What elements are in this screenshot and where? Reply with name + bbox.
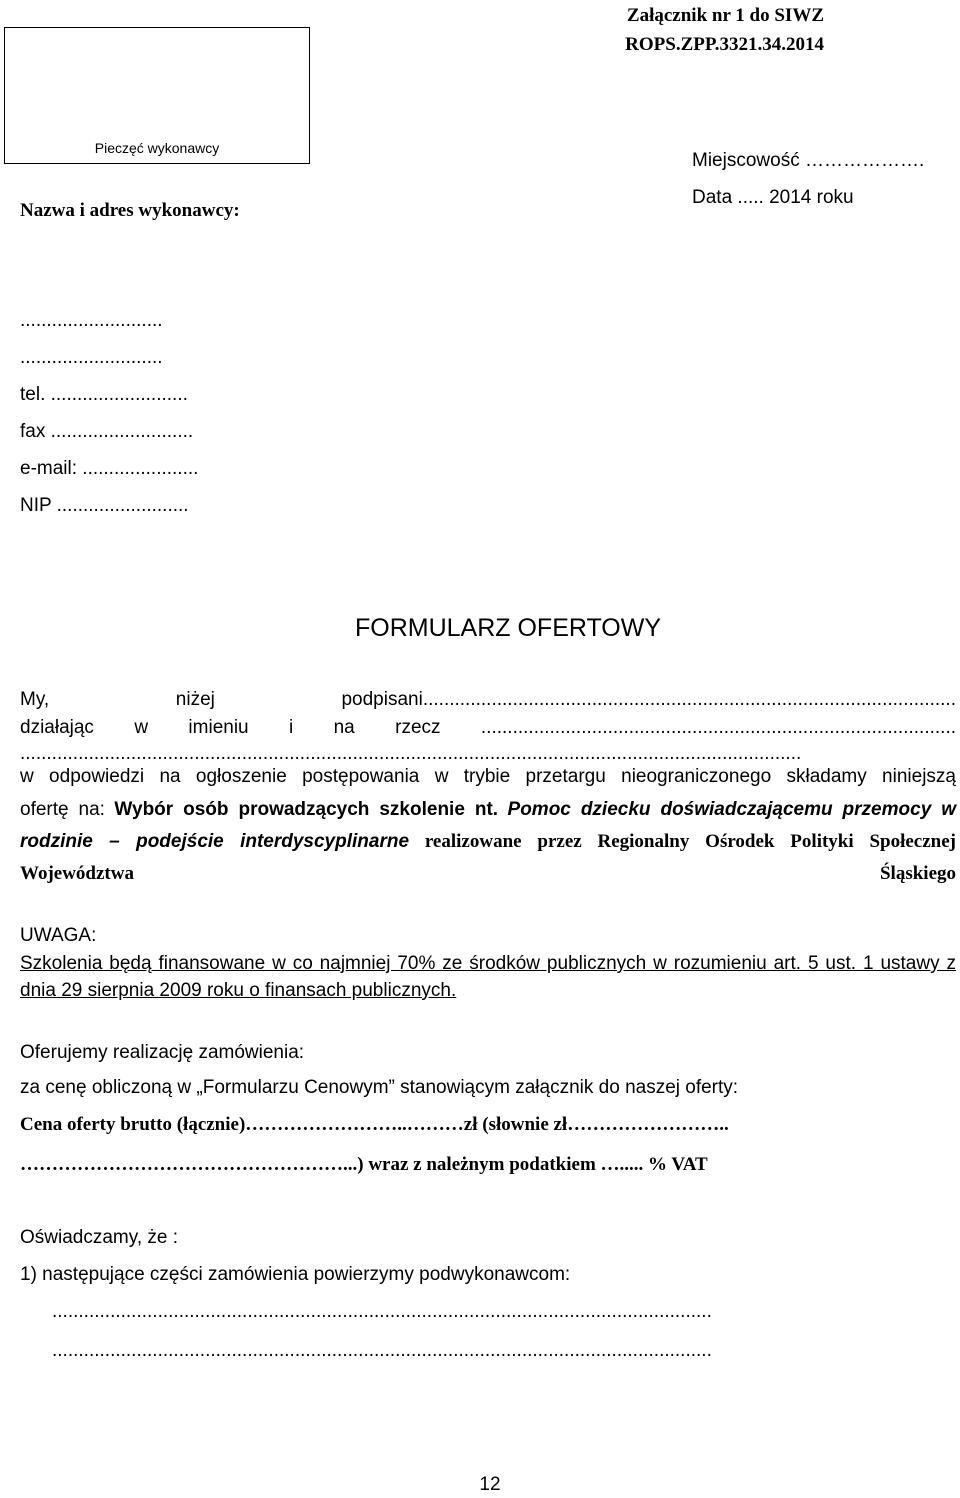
price-line-2: ……………………………………………...) wraz z należnym podatkiem …..... % VAT <box>20 1154 708 1175</box>
contractor-lines <box>20 302 198 524</box>
contractor-line: ........................... <box>20 347 163 368</box>
attachment-label: Załącznik nr 1 do SIWZ <box>626 5 824 26</box>
contractor-nip: NIP ......................... <box>20 495 189 516</box>
contractor-fax: fax ........................... <box>20 421 194 442</box>
declarations-heading: Oświadczamy, że : <box>20 1227 179 1248</box>
page-number: 12 <box>479 1474 501 1495</box>
offer-prefix: ofertę na: <box>20 799 105 820</box>
attachment-header <box>625 1 824 59</box>
contractor-line: ........................... <box>20 310 163 331</box>
intro-acting: działając w imieniu i na rzecz .......................................................................................... <box>20 717 956 738</box>
place-field: Miejscowość ………………. <box>692 150 925 171</box>
notice-heading: UWAGA: <box>20 925 97 946</box>
offer-organizer: realizowane przez Regionalny Ośrodek Polityki Społecznej Województwa Śląskiego <box>20 831 956 884</box>
intro-signed: My, niżej podpisani..................................................................................................... <box>20 689 956 710</box>
contractor-phone: tel. .......................... <box>20 384 188 405</box>
subcontract-dots-2: ............................................................................................................................. <box>52 1340 712 1361</box>
stamp-box <box>4 27 310 164</box>
offer-subject <box>20 794 956 890</box>
offer-title: Wybór osób prowadzących szkolenie nt. <box>114 799 499 820</box>
stamp-label: Pieczęć wykonawcy <box>94 140 220 156</box>
form-title: FORMULARZ OFERTOWY <box>354 614 662 642</box>
price-line-1: Cena oferty brutto (łącznie)……………………..………zł (słownie zł…………………….. <box>20 1114 729 1135</box>
contractor-email: e-mail: ...................... <box>20 458 199 479</box>
declaration-item-1: 1) następujące części zamówienia powierzymy podwykonawcom: <box>20 1264 571 1285</box>
intro-response: w odpowiedzi na ogłoszenie postępowania w trybie przetargu nieograniczonego składamy niniejszą <box>20 766 956 787</box>
intro-dots: .................................................................................................................................................... <box>20 743 802 764</box>
offer-heading: Oferujemy realizację zamówienia: <box>20 1042 305 1063</box>
date-field: Data ..... 2014 roku <box>692 187 854 208</box>
contractor-heading: Nazwa i adres wykonawcy: <box>20 200 240 221</box>
subcontract-dots-1: ............................................................................................................................. <box>52 1301 712 1322</box>
reference-number: ROPS.ZPP.3321.34.2014 <box>625 34 824 55</box>
notice-body: Szkolenia będą finansowane w co najmniej 70% ze środków publicznych w rozumieniu art. 5 ust. 1 ustawy z dnia 29 sierpnia 2009 roku o finansach publicznych. <box>20 953 956 1001</box>
price-basis: za cenę obliczoną w „Formularzu Cenowym” stanowiącym załącznik do naszej oferty: <box>20 1077 739 1098</box>
offer-topic: Pomoc dziecku doświadczającemu przemocy w rodzinie – podejście interdyscyplinarne <box>20 799 956 852</box>
